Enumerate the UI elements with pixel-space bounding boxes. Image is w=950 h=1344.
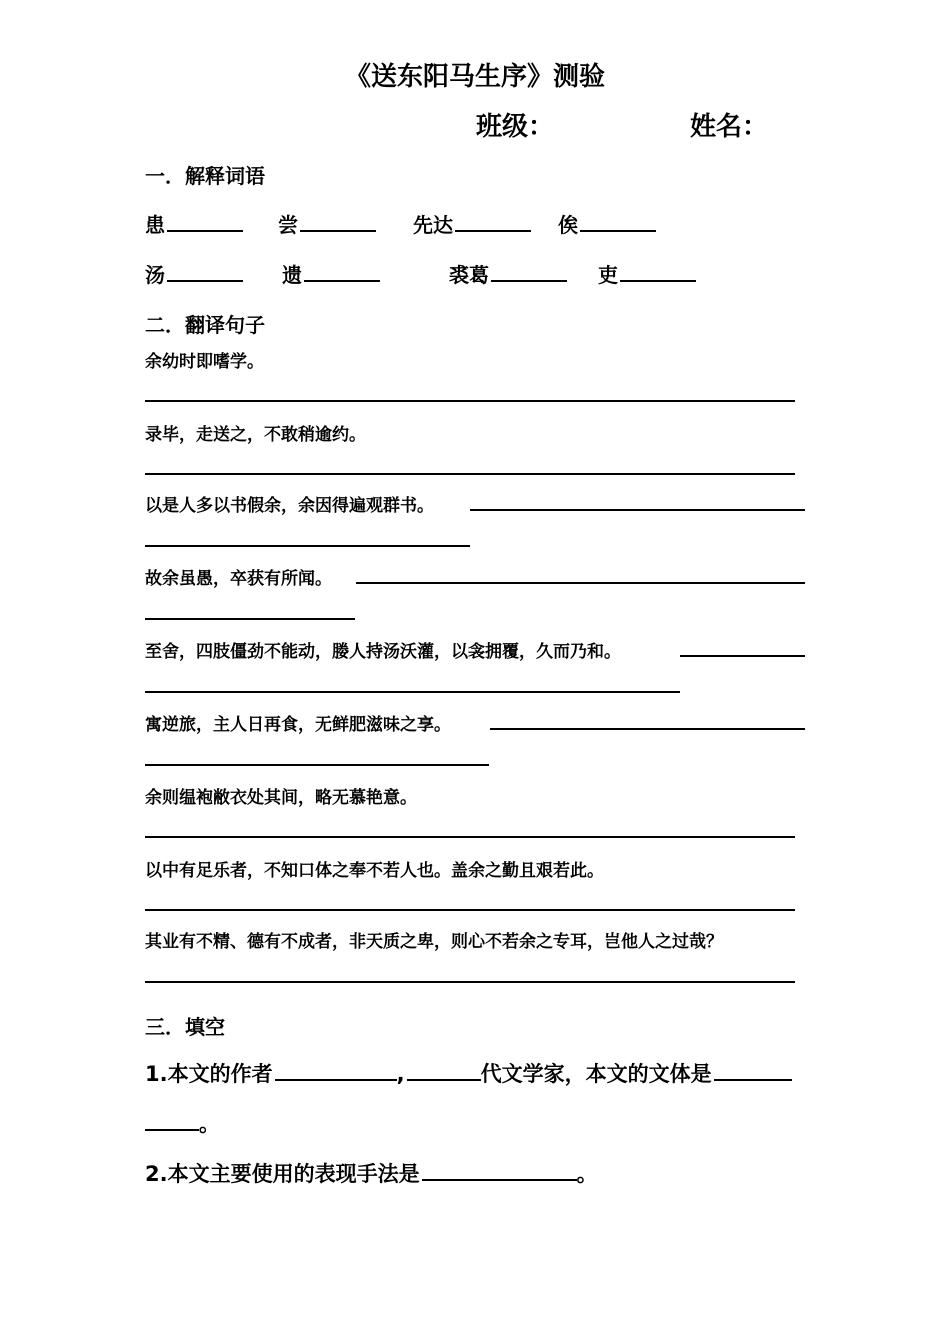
vocab-item: 患 [145,209,243,238]
fill-blank[interactable] [275,1059,397,1081]
vocab-item: 吏 [598,259,696,288]
sentence: 故余虽愚，卒获有所闻。 [145,569,332,589]
class-label: 班级： [476,112,555,142]
vocab-blank[interactable] [620,260,696,282]
answer-line[interactable] [145,473,795,475]
sentence: 录毕，走送之，不敢稍逾约。 [145,425,366,445]
vocab-item: 遗 [282,259,380,288]
section-heading-translate: 二．翻译句子 [145,313,265,337]
answer-line[interactable] [145,400,795,402]
answer-line[interactable] [145,691,680,693]
vocab-blank[interactable] [580,210,656,232]
sentence: 以中有足乐者，不知口体之奉不若人也。盖余之勤且艰若此。 [145,861,604,881]
answer-line[interactable] [145,618,355,620]
fill-question-1-continued: 。 [145,1108,220,1138]
sentence: 以是人多以书假余，余因得遍观群书。 [145,496,434,516]
vocab-blank[interactable] [167,210,243,232]
vocab-blank[interactable] [167,260,243,282]
vocab-item: 汤 [145,259,243,288]
vocab-item: 裘葛 [449,259,567,288]
answer-line[interactable] [490,728,805,730]
vocab-blank[interactable] [491,260,567,282]
sentence: 寓逆旅，主人日再食，无鲜肥滋味之享。 [145,715,451,735]
fill-question-1: 1.本文的作者 , 代文学家，本文的文体是 [145,1058,792,1088]
answer-line[interactable] [145,545,470,547]
answer-line[interactable] [145,981,795,983]
sentence: 至舍，四肢僵劲不能动，媵人持汤沃灌，以衾拥覆，久而乃和。 [145,642,621,662]
answer-line[interactable] [356,582,805,584]
vocab-item: 俟 [558,209,656,238]
page-title: 《送东阳马生序》测验 [344,62,605,92]
answer-line[interactable] [145,836,795,838]
sentence: 余幼时即嗜学。 [145,352,264,372]
answer-line[interactable] [145,764,489,766]
answer-line[interactable] [145,909,795,911]
fill-blank[interactable] [407,1059,481,1081]
vocab-blank[interactable] [300,210,376,232]
sentence: 其业有不精、德有不成者，非天质之卑，则心不若余之专耳，岂他人之过哉？ [145,932,723,952]
fill-blank[interactable] [714,1059,792,1081]
fill-question-2: 2.本文主要使用的表现手法是 。 [145,1158,598,1188]
fill-blank[interactable] [145,1109,199,1131]
answer-line[interactable] [470,509,805,511]
name-label: 姓名： [690,112,769,142]
answer-line[interactable] [680,655,805,657]
section-heading-fill: 三．填空 [145,1015,225,1039]
section-heading-vocab: 一．解释词语 [145,164,265,188]
fill-blank[interactable] [422,1159,577,1181]
vocab-item: 尝 [278,209,376,238]
vocab-item: 先达 [413,209,531,238]
vocab-blank[interactable] [455,210,531,232]
vocab-blank[interactable] [304,260,380,282]
sentence: 余则缊袍敝衣处其间，略无慕艳意。 [145,788,417,808]
